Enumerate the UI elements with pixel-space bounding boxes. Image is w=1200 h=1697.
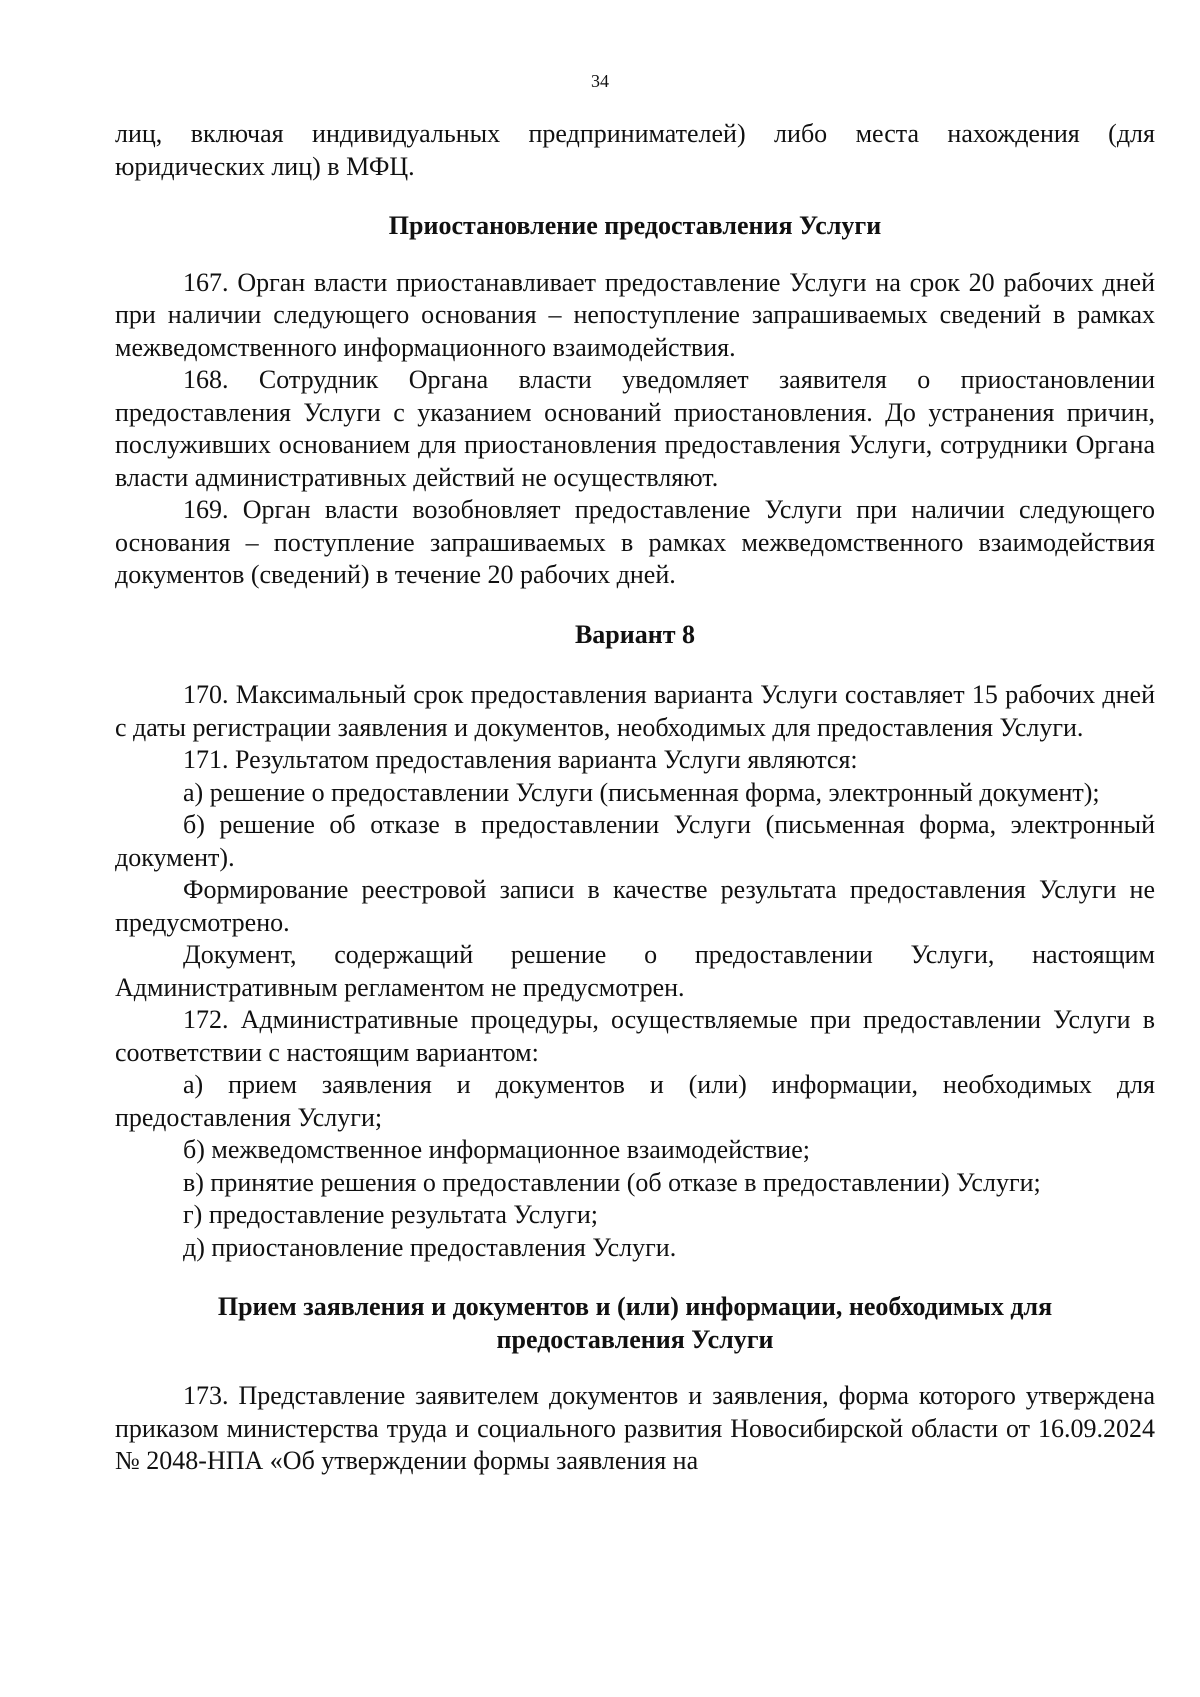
paragraph-171: 171. Результатом предоставления варианта Услуги являются: <box>183 745 858 774</box>
paragraph-continuation: лиц, включая индивидуальных предпринимателей) либо места нахождения (для юридических лиц) в МФЦ. <box>115 119 1155 181</box>
paragraph-173: 173. Представление заявителем документов и заявления, форма которого утверждена приказом министерства труда и социального развития Новосибирской области от 16.09.2024 № 2048-НПА «Об утверждении формы заявления на <box>115 1381 1155 1475</box>
page-number: 34 <box>591 71 609 91</box>
paragraph-170: 170. Максимальный срок предоставления варианта Услуги составляет 15 рабочих дней с даты регистрации заявления и документов, необходимых для предоставления Услуги. <box>115 680 1155 742</box>
list-item-172-c: в) принятие решения о предоставлении (об отказе в предоставлении) Услуги; <box>183 1167 1041 1197</box>
list-item-172-d: г) предоставление результата Услуги; <box>183 1200 599 1229</box>
section-heading-variant-8: Вариант 8 <box>574 619 696 649</box>
section-heading-suspension: Приостановление предоставления Услуги <box>388 211 882 240</box>
paragraph-167: 167. Орган власти приостанавливает предоставление Услуги на срок 20 рабочих дней при наличии следующего основания – непоступление запрашиваемых сведений в рамках межведомственного информационного взаимодействия. <box>115 267 1155 362</box>
list-item-171-a: а) решение о предоставлении Услуги (письменная форма, электронный документ); <box>183 777 1100 807</box>
paragraph-168: 168. Сотрудник Органа власти уведомляет заявителя о приостановлении предоставления Услуги с указанием оснований приостановления. До устранения причин, послуживших основанием для приостановления предоставления Услуги, сотрудники Органа власти административных действий не осуществляют. <box>115 365 1155 492</box>
paragraph-171-document: Документ, содержащий решение о предоставлении Услуги, настоящим Административным регламентом не предусмотрен. <box>115 940 1155 1002</box>
paragraph-171-registry: Формирование реестровой записи в качестве результата предоставления Услуги не предусмотрено. <box>115 875 1155 937</box>
section-heading-application-line-2: предоставления Услуги <box>496 1324 774 1354</box>
list-item-172-a: а) прием заявления и документов и (или) информации, необходимых для предоставления Услуги; <box>115 1070 1155 1132</box>
section-heading-application <box>115 1291 1155 1356</box>
paragraph-172: 172. Административные процедуры, осуществляемые при предоставлении Услуги в соответствии с настоящим вариантом: <box>115 1005 1155 1067</box>
list-item-172-e: д) приостановление предоставления Услуги. <box>183 1232 677 1262</box>
document-body <box>115 118 1155 1478</box>
list-item-172-b: б) межведомственное информационное взаимодействие; <box>183 1135 810 1164</box>
paragraph-169: 169. Орган власти возобновляет предоставление Услуги при наличии следующего основания – поступление запрашиваемых в рамках межведомственного взаимодействия документов (сведений) в течение 20 рабочих дней. <box>115 495 1155 589</box>
section-heading-application-line-1: Прием заявления и документов и (или) информации, необходимых для <box>217 1292 1053 1321</box>
list-item-171-b: б) решение об отказе в предоставлении Услуги (письменная форма, электронный документ). <box>115 810 1155 872</box>
